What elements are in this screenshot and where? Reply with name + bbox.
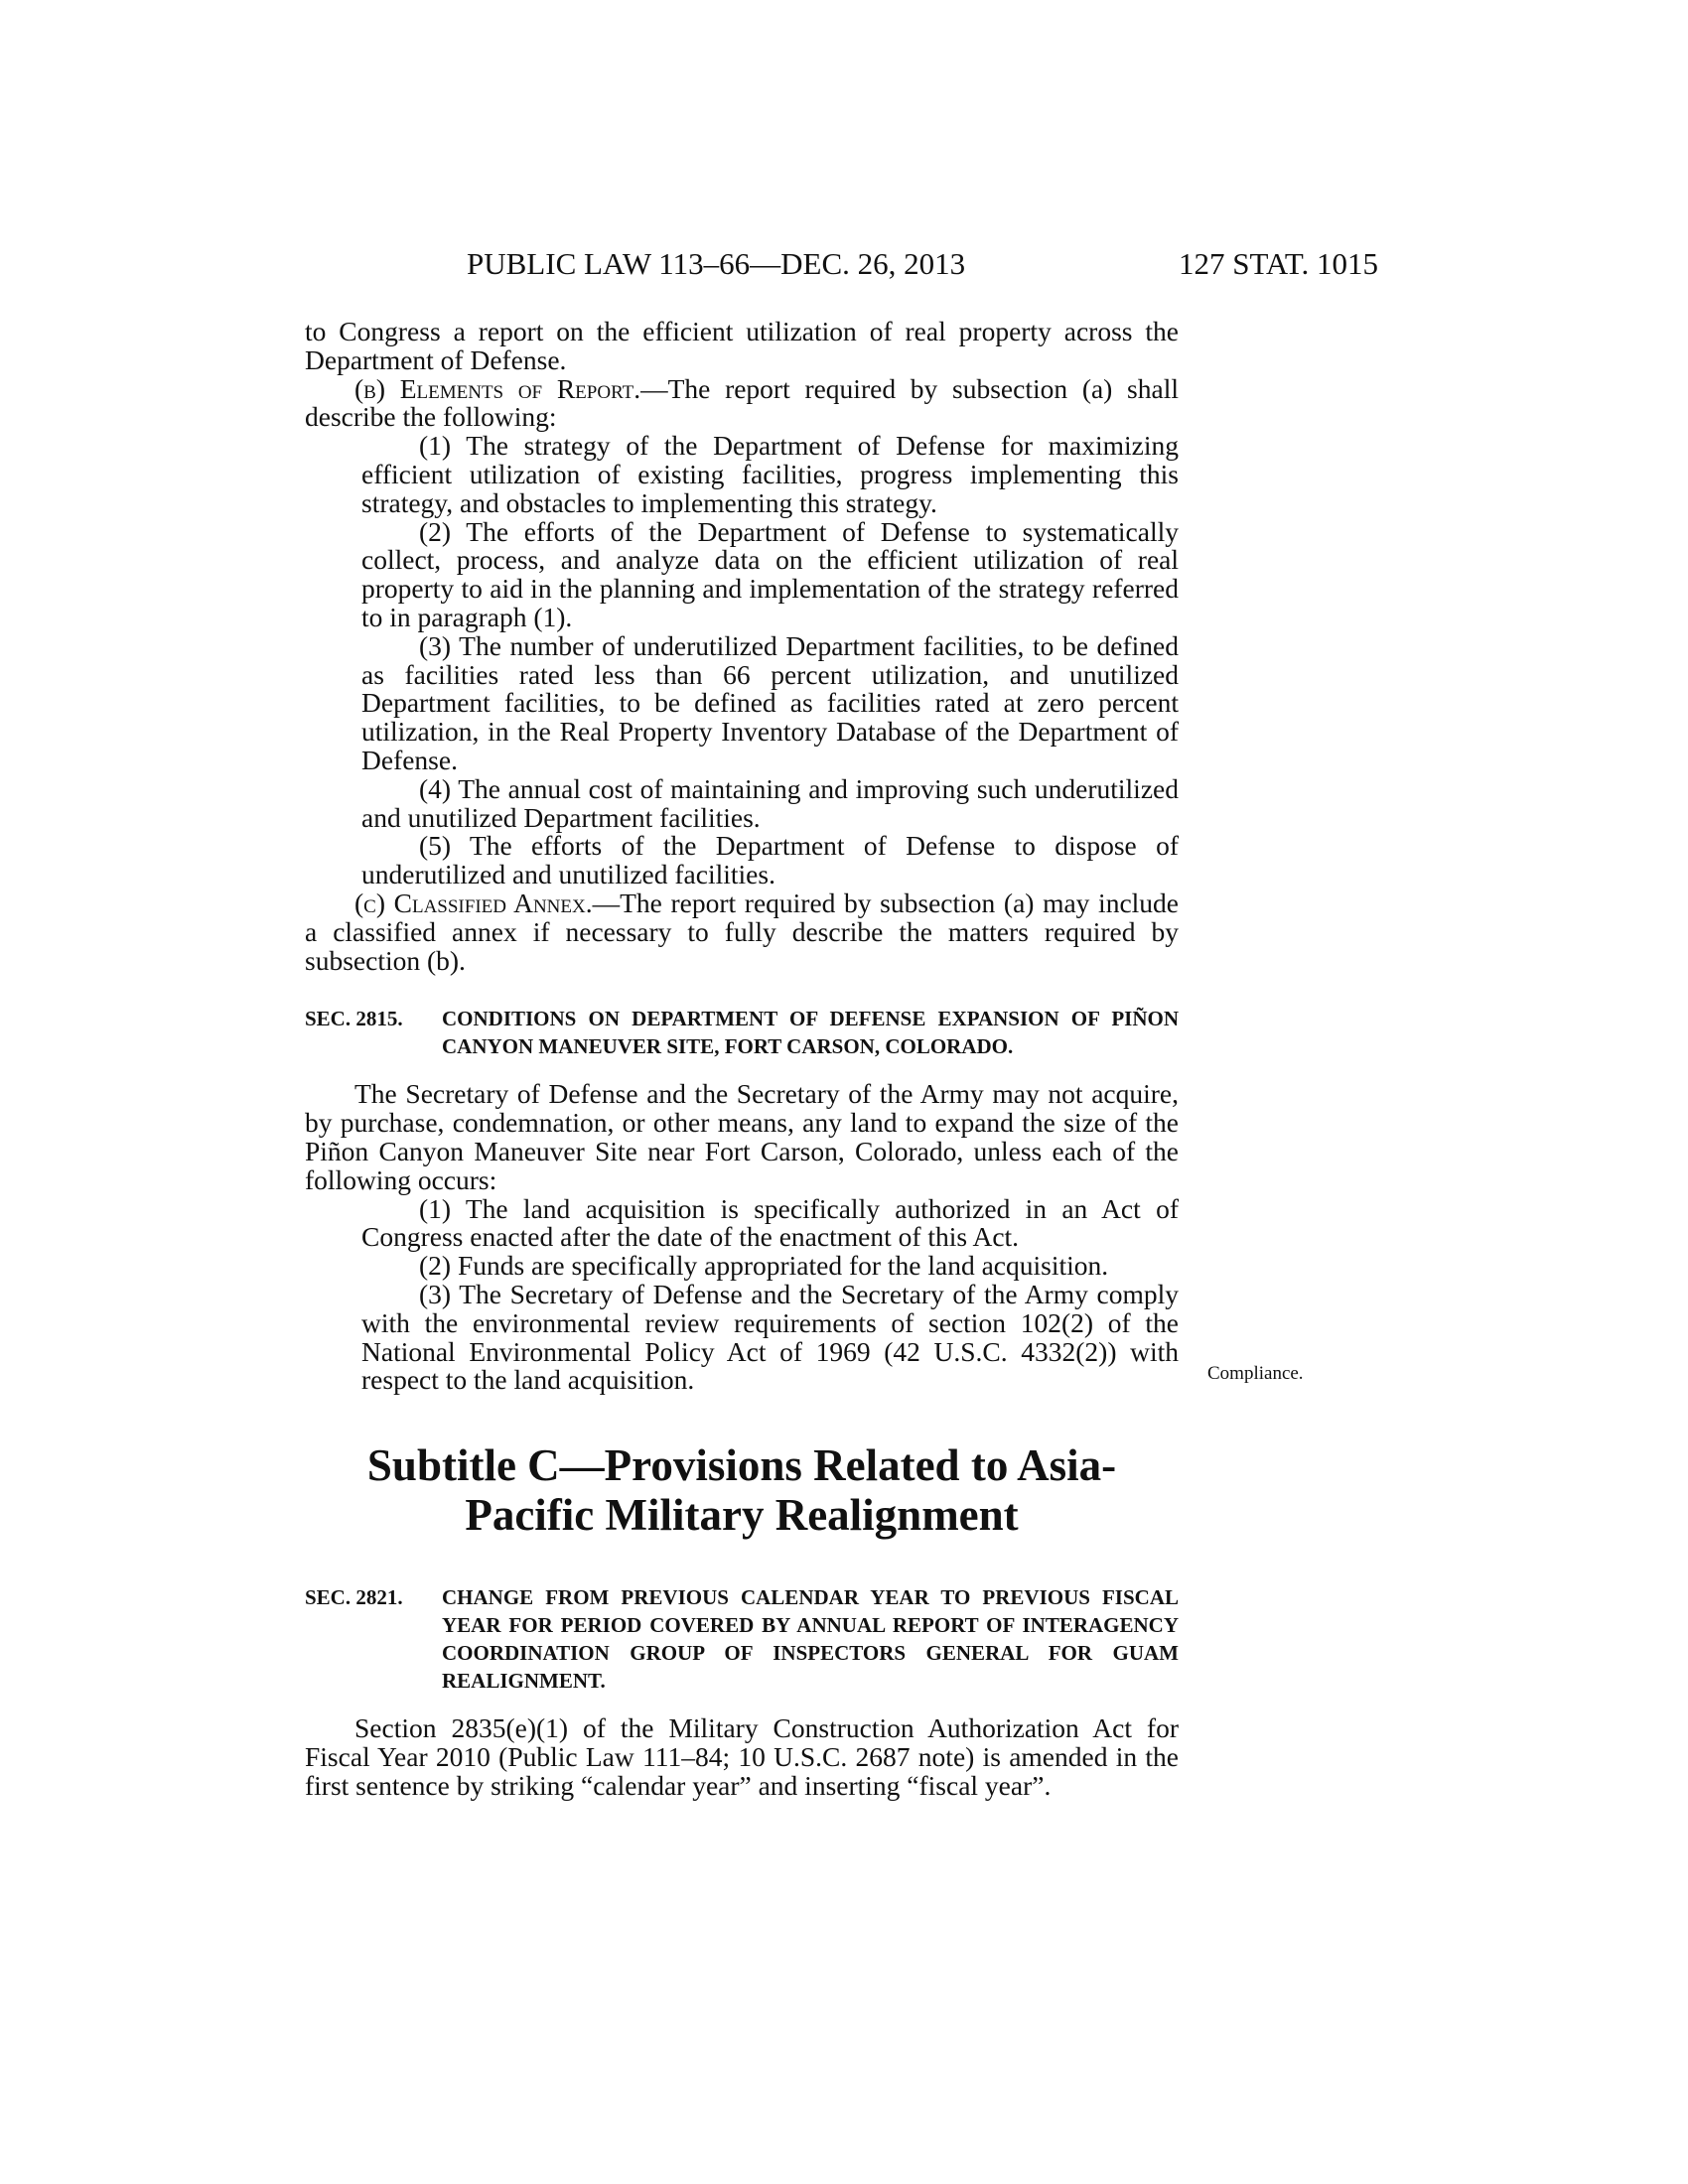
- subsection-b-heading: (b) Elements of Report.: [354, 372, 641, 404]
- section-2815-title: CONDITIONS ON DEPARTMENT OF DEFENSE EXPANSION OF PIÑON CANYON MANEUVER SITE, FORT CARSON, COLORADO.: [442, 1007, 1179, 1059]
- paragraph-b4: (4) The annual cost of maintaining and improving such underutilized and unutilized Department facilities.: [361, 772, 1179, 833]
- section-2815-number: SEC. 2815.: [305, 1007, 403, 1031]
- subtitle-line-2: Pacific Military Realignment: [465, 1490, 1019, 1541]
- subtitle-line-1: Subtitle C—Provisions Related to Asia-: [366, 1440, 1117, 1491]
- paragraph-s2: (2) Funds are specifically appropriated for the land acquisition.: [419, 1250, 1109, 1282]
- main-text-column: [305, 318, 1179, 1800]
- section-2815-heading: [305, 1005, 1179, 1060]
- section-2821-heading: [305, 1583, 1179, 1695]
- subsection-c: [305, 889, 1179, 975]
- section-2821-text: Section 2835(e)(1) of the Military Construction Authorization Act for Fiscal Year 2010 (Public Law 111–84; 10 U.S.C. 2687 note) is amended in the first sentence by striking “calendar year” and inserting “fiscal year”.: [305, 1712, 1179, 1801]
- paragraph-b5: (5) The efforts of the Department of Defense to dispose of underutilized and unutilized facilities.: [361, 830, 1179, 890]
- running-head: [467, 246, 1378, 286]
- subsection-c-text: —The report required by subsection (a) may include a classified annex if necessary to fully describe the matters required by subsection (b).: [305, 887, 1179, 976]
- margin-note-compliance: Compliance.: [1207, 1363, 1304, 1384]
- paragraph-b1: (1) The strategy of the Department of Defense for maximizing efficient utilization of existing facilities, progress implementing this strategy, and obstacles to implementing this strategy.: [361, 430, 1179, 518]
- paragraph-s3: (3) The Secretary of Defense and the Secretary of the Army comply with the environmental review requirements of section 102(2) of the National Environmental Policy Act of 1969 (42 U.S.C. 4332(2)) with respect to the land acquisition.: [361, 1278, 1179, 1396]
- subsection-b: [305, 372, 1179, 433]
- paragraph-b2: (2) The efforts of the Department of Defense to systematically collect, process, and analyze data on the efficient utilization of real property to aid in the planning and implementation of the strategy referred to in paragraph (1).: [361, 515, 1179, 632]
- section-2815-text: The Secretary of Defense and the Secretary of the Army may not acquire, by purchase, condemnation, or other means, any land to expand the size of the Piñon Canyon Maneuver Site near Fort Carson, Colorado, unless each of the following occurs:: [305, 1078, 1179, 1195]
- subsection-b-text: —The report required by subsection (a) shall describe the following:: [305, 372, 1179, 433]
- statute-page-number: 127 STAT. 1015: [1178, 246, 1378, 281]
- section-2821-number: SEC. 2821.: [305, 1585, 403, 1610]
- subtitle-heading: [305, 1440, 1179, 1540]
- paragraph-s1: (1) The land acquisition is specifically authorized in an Act of Congress enacted after the date of the enactment of this Act.: [361, 1192, 1179, 1253]
- subsection-c-heading: (c) Classified Annex.: [354, 887, 593, 918]
- paragraph-b3: (3) The number of underutilized Department facilities, to be defined as facilities rated less than 66 percent utilization, and unutilized Department facilities, to be defined as facilities rated at zero percent utilization, in the Real Property Inventory Database of the Department of Defense.: [361, 629, 1179, 775]
- paragraph-continued: to Congress a report on the efficient utilization of real property across the Department of Defense.: [305, 316, 1179, 375]
- section-2821-title: CHANGE FROM PREVIOUS CALENDAR YEAR TO PREVIOUS FISCAL YEAR FOR PERIOD COVERED BY ANNUAL REPORT OF INTERAGENCY COORDINATION GROUP OF INSPECTORS GENERAL FOR GUAM REALIGNMENT.: [442, 1585, 1179, 1694]
- running-head-title: PUBLIC LAW 113–66—DEC. 26, 2013: [467, 246, 966, 281]
